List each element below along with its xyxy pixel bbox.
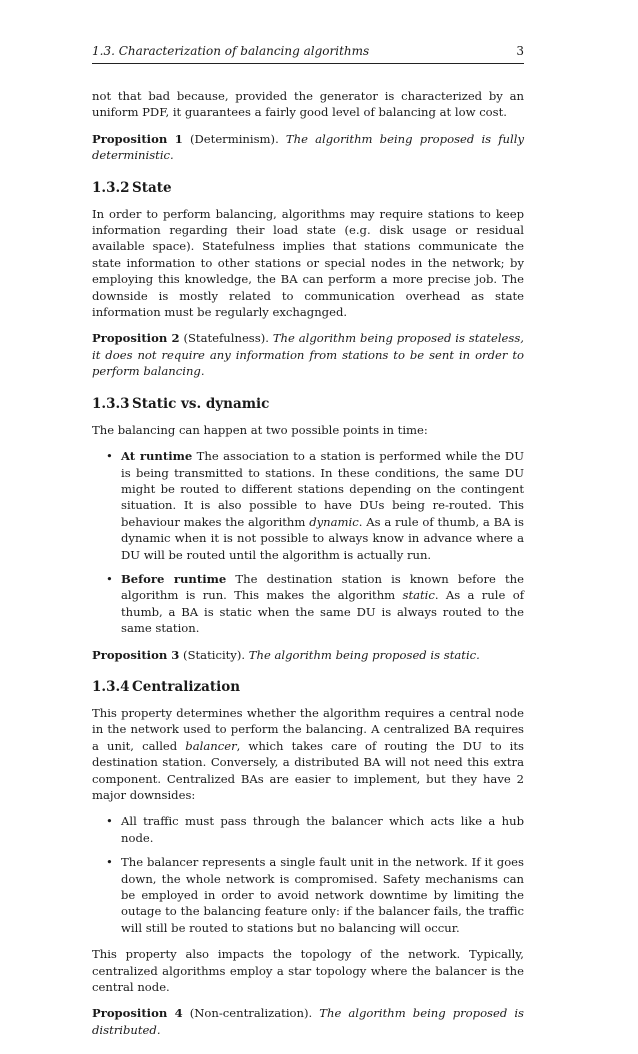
section-title: Centralization xyxy=(132,678,241,695)
state-paragraph: In order to perform balancing, algorithms may require stations to keep information regarding their load state (e.g. disk usage or residual available space). Statefulness implies that stations communicate the state information to other stations or special nodes in the network; by employing this knowledge, the BA can perform a more precise job. The downside is mostly related to communication overhead as state information must be regularly exchagnged. xyxy=(92,206,524,320)
proposition-1 xyxy=(92,131,524,164)
proposition-label: Proposition 3 xyxy=(92,647,180,662)
section-heading-centralization xyxy=(92,679,524,695)
section-title: State xyxy=(132,179,172,196)
running-header xyxy=(92,44,524,64)
static-list xyxy=(92,448,524,636)
topology-paragraph: This property also impacts the topology of the network. Typically, centralized algorithms employ a star topology where the balancer is the central node. xyxy=(92,947,524,995)
proposition-name: (Statefulness). xyxy=(183,331,269,346)
body-text: , which takes care of routing the DU to its destination station. Conversely, a distributed BA will not need this extra component. Centralized BAs are easier to implement, but they have 2 major downsides: xyxy=(92,738,524,802)
centralization-paragraph xyxy=(92,705,524,803)
section-number: 1.3.2 xyxy=(92,179,130,196)
bullet: • xyxy=(106,449,113,464)
item-text: All traffic must pass through the balancer which acts like a hub node. xyxy=(121,814,524,845)
proposition-statement: The algorithm being proposed is stateless, it does not require any information from stations to be sent in order to perform balancing. xyxy=(92,331,524,379)
proposition-label: Proposition 2 xyxy=(92,331,180,346)
list-item xyxy=(92,571,524,637)
list-item xyxy=(92,813,524,846)
proposition-3 xyxy=(92,647,524,663)
section-heading-state xyxy=(92,180,524,196)
section-heading-static xyxy=(92,396,524,412)
item-text: The destination station is known before the algorithm is run. This makes the algorithm xyxy=(121,571,524,603)
proposition-name: (Determinism). xyxy=(189,131,279,146)
section-number: 1.3.4 xyxy=(92,678,130,695)
proposition-label: Proposition 1 xyxy=(92,131,183,146)
proposition-4 xyxy=(92,1005,524,1038)
item-text: The balancer represents a single fault unit in the network. If it goes down, the whole network is compromised. Safety mechanisms can be employed in order to avoid network downtime by limiting the outage to the balancing feature only: if the balancer fails, the traffic will still be routed to stations but no balancing will occur. xyxy=(121,855,524,935)
section-number: 1.3.3 xyxy=(92,395,130,412)
item-emphasis: dynamic xyxy=(309,514,359,529)
header-title: 1.3. Characterization of balancing algorithms xyxy=(92,44,370,58)
static-intro: The balancing can happen at two possible points in time: xyxy=(92,422,428,437)
intro-paragraph: not that bad because, provided the generator is characterized by an uniform PDF, it guarantees a fairly good level of balancing at low cost. xyxy=(92,89,524,120)
downsides-list xyxy=(92,813,524,936)
item-text: . As a rule of thumb, a BA is dynamic when it is not possible to always know in advance where a DU will be routed until the algorithm is actually run. xyxy=(121,514,524,562)
bullet: • xyxy=(106,814,113,829)
proposition-label: Proposition 4 xyxy=(92,1006,183,1021)
body-emphasis: balancer xyxy=(185,738,237,753)
proposition-statement: The algorithm being proposed is distributed. xyxy=(92,1006,524,1037)
item-text: . As a rule of thumb, a BA is static when the same DU is always routed to the same station. xyxy=(121,588,524,636)
bullet: • xyxy=(106,571,113,586)
proposition-name: (Non-centralization). xyxy=(189,1006,313,1021)
proposition-name: (Staticity). xyxy=(183,647,246,662)
item-text: The association to a station is performed while the DU is being transmitted to stations. In these conditions, the same DU might be routed to different stations depending on the contingent situation. It is also possible to have DUs being re-routed. This behaviour makes the algorithm xyxy=(121,449,524,529)
list-item xyxy=(92,448,524,563)
body-text: This property determines whether the algorithm requires a central node in the network used to perform the balancing. A centralized BA requires a unit, called xyxy=(92,705,524,753)
proposition-2 xyxy=(92,330,524,379)
section-title: Static vs. dynamic xyxy=(132,395,270,412)
proposition-statement: The algorithm being proposed is fully deterministic. xyxy=(92,131,524,163)
item-term: At runtime xyxy=(121,449,193,464)
item-term: Before runtime xyxy=(121,571,227,586)
item-emphasis: static xyxy=(402,588,435,603)
page-number: 3 xyxy=(516,44,524,58)
list-item xyxy=(92,854,524,936)
bullet: • xyxy=(106,855,113,870)
proposition-statement: The algorithm being proposed is static. xyxy=(248,647,480,662)
